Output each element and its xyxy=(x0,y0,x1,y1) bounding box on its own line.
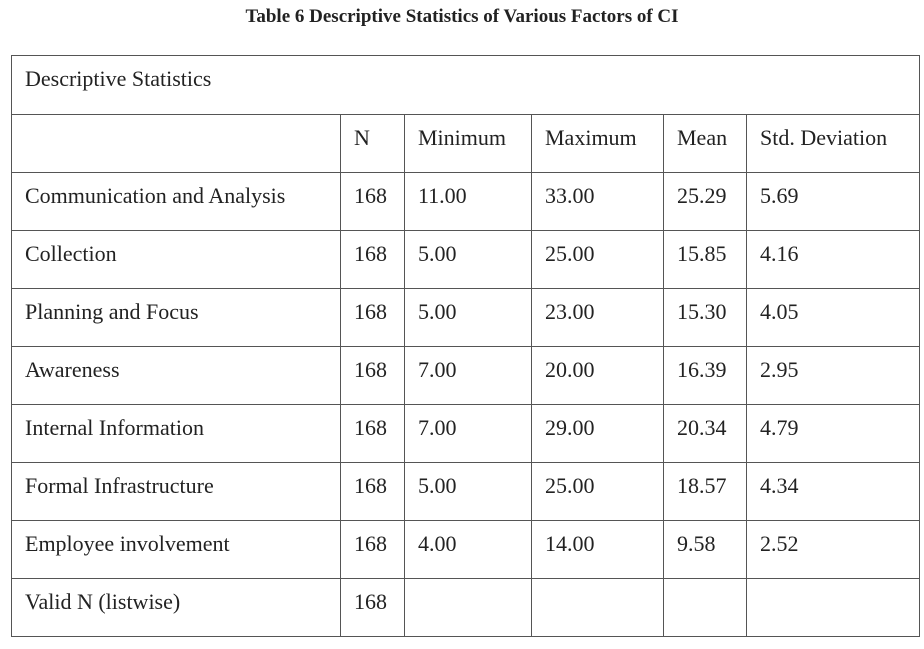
header-cell: Maximum xyxy=(532,115,664,173)
value-cell: 7.00 xyxy=(405,405,532,463)
value-cell: 168 xyxy=(341,289,405,347)
header-cell: Std. Deviation xyxy=(747,115,920,173)
value-cell: 2.95 xyxy=(747,347,920,405)
value-cell: 25.29 xyxy=(664,173,747,231)
value-cell: 168 xyxy=(341,347,405,405)
row-label-cell: Collection xyxy=(12,231,341,289)
value-cell: 29.00 xyxy=(532,405,664,463)
table-row xyxy=(12,173,920,231)
value-cell: 9.58 xyxy=(664,521,747,579)
header-cell: N xyxy=(341,115,405,173)
table-row xyxy=(12,289,920,347)
value-cell: 15.85 xyxy=(664,231,747,289)
row-label-cell: Valid N (listwise) xyxy=(12,579,341,637)
value-cell xyxy=(532,579,664,637)
table-row xyxy=(12,405,920,463)
value-cell: 14.00 xyxy=(532,521,664,579)
header-row xyxy=(12,115,920,173)
value-cell: 25.00 xyxy=(532,231,664,289)
row-label-cell: Planning and Focus xyxy=(12,289,341,347)
value-cell: 168 xyxy=(341,579,405,637)
table-title: Descriptive Statistics xyxy=(12,56,920,115)
row-label-cell: Internal Information xyxy=(12,405,341,463)
value-cell: 4.05 xyxy=(747,289,920,347)
value-cell: 33.00 xyxy=(532,173,664,231)
value-cell: 23.00 xyxy=(532,289,664,347)
row-label-cell: Awareness xyxy=(12,347,341,405)
value-cell xyxy=(747,579,920,637)
table-row xyxy=(12,579,920,637)
value-cell: 15.30 xyxy=(664,289,747,347)
row-label-cell: Communication and Analysis xyxy=(12,173,341,231)
value-cell: 25.00 xyxy=(532,463,664,521)
table-row xyxy=(12,231,920,289)
value-cell: 4.16 xyxy=(747,231,920,289)
value-cell: 16.39 xyxy=(664,347,747,405)
header-cell: Minimum xyxy=(405,115,532,173)
value-cell: 5.00 xyxy=(405,289,532,347)
value-cell: 168 xyxy=(341,173,405,231)
row-label-cell: Formal Infrastructure xyxy=(12,463,341,521)
value-cell: 4.79 xyxy=(747,405,920,463)
value-cell: 5.69 xyxy=(747,173,920,231)
table-row xyxy=(12,347,920,405)
table-title-row xyxy=(12,56,920,115)
value-cell: 168 xyxy=(341,521,405,579)
row-label-cell: Employee involvement xyxy=(12,521,341,579)
descriptive-statistics-table xyxy=(11,55,920,637)
value-cell: 168 xyxy=(341,463,405,521)
value-cell: 20.00 xyxy=(532,347,664,405)
value-cell: 5.00 xyxy=(405,231,532,289)
header-cell xyxy=(12,115,341,173)
value-cell: 168 xyxy=(341,405,405,463)
table-row xyxy=(12,463,920,521)
table-row xyxy=(12,521,920,579)
header-cell: Mean xyxy=(664,115,747,173)
value-cell: 7.00 xyxy=(405,347,532,405)
value-cell: 4.34 xyxy=(747,463,920,521)
table-caption: Table 6 Descriptive Statistics of Various Factors of CI xyxy=(245,6,679,27)
value-cell: 168 xyxy=(341,231,405,289)
value-cell xyxy=(664,579,747,637)
value-cell: 11.00 xyxy=(405,173,532,231)
value-cell: 20.34 xyxy=(664,405,747,463)
value-cell xyxy=(405,579,532,637)
value-cell: 2.52 xyxy=(747,521,920,579)
value-cell: 5.00 xyxy=(405,463,532,521)
value-cell: 4.00 xyxy=(405,521,532,579)
value-cell: 18.57 xyxy=(664,463,747,521)
